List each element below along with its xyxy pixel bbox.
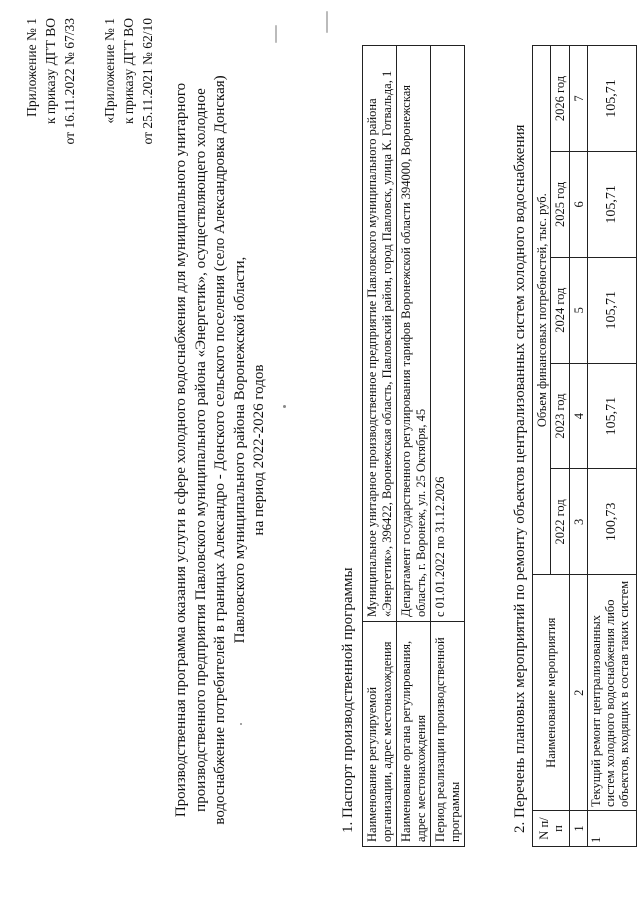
annex-stamp-current: [22, 18, 79, 318]
annex-line: Приложение № 1: [24, 18, 39, 117]
title-line: водоснабжение потребителей в границах Александро - Донского сельского поселения (село Александровка Донская): [212, 75, 228, 825]
scan-speck: [283, 405, 286, 408]
table-row: [363, 46, 397, 847]
table-index-row: [569, 46, 587, 847]
title-line: Производственная программа оказания услуги в сфере холодного водоснабжения для муниципального унитарного: [173, 82, 189, 818]
passport-label: Наименование органа регулирования, адрес местонахождения: [397, 622, 431, 847]
header-year: 2025 год: [551, 151, 569, 257]
passport-value: с 01.01.2022 по 31.12.2026: [431, 46, 465, 622]
row-num: 1: [588, 811, 637, 847]
passport-table: [362, 45, 465, 847]
row-value: 105,71: [588, 363, 637, 469]
scan-speck: [275, 25, 277, 43]
annex-line: от 25.11.2021 № 62/10: [140, 18, 155, 145]
index-cell: 7: [569, 46, 587, 152]
index-cell: 1: [569, 811, 587, 847]
plan-table: [532, 45, 637, 847]
index-cell: 5: [569, 257, 587, 363]
annex-line: «Приложение № 1: [102, 18, 117, 124]
header-name: Наименование мероприятия: [533, 575, 570, 811]
header-year: 2022 год: [551, 469, 569, 575]
row-value: 105,71: [588, 257, 637, 363]
header-group: Объем финансовых потребностей, тыс. руб.: [533, 46, 551, 575]
table-row: [397, 46, 431, 847]
section-heading-plan: 2. Перечень плановых мероприятий по ремонту объектов централизованных систем холодного водоснабжения: [512, 124, 528, 833]
passport-value: Департамент государственного регулирования тарифов Воронежской области 394000, Воронежская область, г. Воронеж, ул. 25 Октября, 45: [397, 46, 431, 622]
row-name: Текущий ремонт централизованных систем холодного водоснабжения либо объектов, входящих в состав таких систем: [588, 575, 637, 811]
table-header-row: [533, 46, 551, 847]
table-row: [431, 46, 465, 847]
index-cell: 6: [569, 151, 587, 257]
passport-value: Муниципальное унитарное производственное предприятие Павловского муниципального района «Энергетик», 396422, Воронежская область, Павловский район, город Павловск, улица К. Готвальда, 1: [363, 46, 397, 622]
table-row: [588, 46, 637, 847]
header-num: N п/п: [533, 811, 570, 847]
header-year: 2024 год: [551, 257, 569, 363]
header-year: 2023 год: [551, 363, 569, 469]
passport-label: Период реализации производственной программы: [431, 622, 465, 847]
index-cell: 3: [569, 469, 587, 575]
index-cell: 4: [569, 363, 587, 469]
row-value: 100,73: [588, 469, 637, 575]
annex-stamp-previous: [100, 18, 157, 318]
passport-label: Наименование регулируемой организации, адрес местонахождения: [363, 622, 397, 847]
scan-speck: [240, 723, 242, 725]
section-heading-passport: 1. Паспорт производственной программы: [340, 567, 356, 833]
annex-line: к приказу ДГТ ВО: [43, 18, 58, 125]
row-value: 105,71: [588, 46, 637, 152]
row-value: 105,71: [588, 151, 637, 257]
scan-speck: [326, 11, 328, 33]
title-line: производственного предприятия Павловского муниципального района «Энергетик», осуществляющего холодное: [192, 88, 209, 812]
index-cell: 2: [569, 575, 587, 811]
annex-line: к приказу ДГТ ВО: [121, 18, 136, 125]
title-line: Павловского муниципального района Воронежской области,: [231, 256, 248, 644]
annex-line: от 16.11.2022 № 67/33: [62, 18, 77, 145]
title-line: на период 2022-2026 годов: [251, 364, 267, 536]
header-year: 2026 год: [551, 46, 569, 152]
document-title: [172, 35, 270, 865]
